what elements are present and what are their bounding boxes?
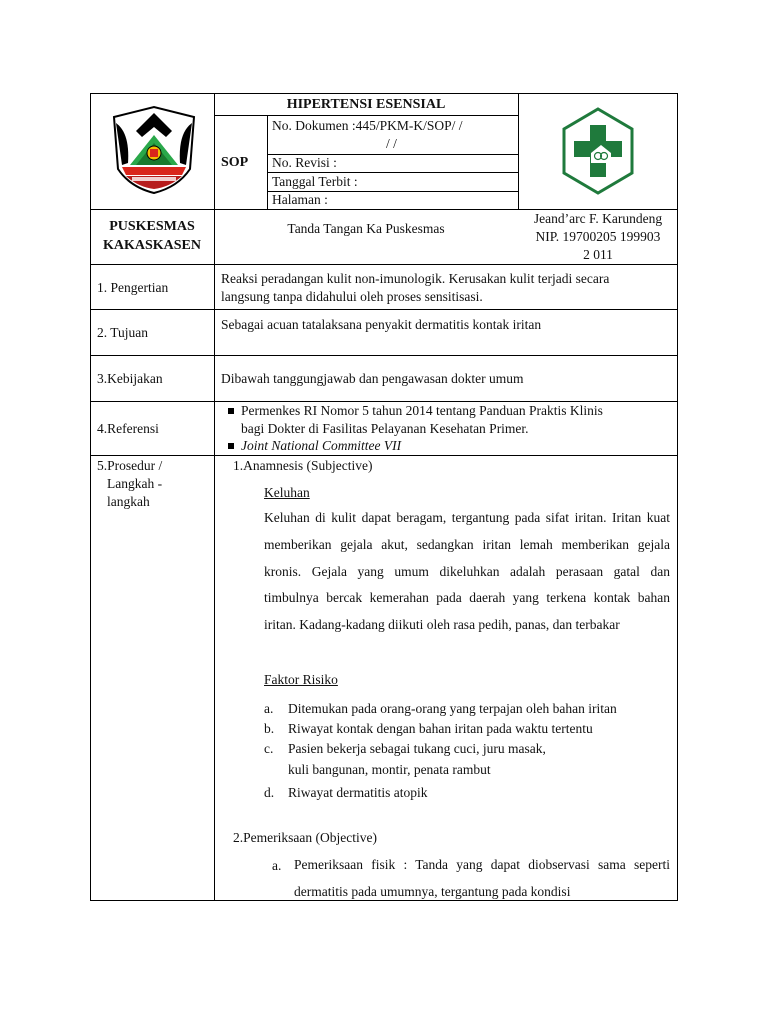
signer-nip-line2: 2 011	[583, 247, 613, 262]
prosedur-label-line1: 5.Prosedur /	[97, 458, 163, 473]
keluhan-title: Keluhan	[264, 485, 310, 500]
kebijakan-label: 3.Kebijakan	[97, 371, 163, 386]
list-marker: a.	[264, 701, 274, 716]
list-marker: c.	[264, 741, 274, 756]
faktor-risiko-item-c-line1: Pasien bekerja sebagai tukang cuci, juru masak,	[288, 741, 546, 756]
faktor-risiko-item-a: Ditemukan pada orang-orang yang terpajan oleh bahan iritan	[288, 701, 617, 716]
pengertian-label: 1. Pengertian	[97, 280, 169, 295]
faktor-risiko-item-b: Riwayat kontak dengan bahan iritan pada waktu tertentu	[288, 721, 593, 736]
referensi-item2: Joint National Committee VII	[241, 438, 402, 453]
referensi-label: 4.Referensi	[97, 421, 159, 436]
keluhan-text: Keluhan di kulit dapat beragam, tergantung pada sifat iritan. Iritan kuat memberikan gejala akut, sedangkan iritan lemah memberikan gejala kronis. Gejala yang umum dikeluhkan adalah perasaan gatal dan timbulnya bercak kemerahan pada daerah yang terkena kontak bahan iritan. Kadang-kadang diikuti oleh rasa pedih, panas, dan terbakar	[264, 510, 670, 633]
bullet-icon	[228, 408, 234, 414]
no-dokumen-line1: No. Dokumen :445/PKM-K/SOP/ /	[272, 118, 463, 133]
halaman: Halaman :	[272, 192, 328, 207]
faktor-risiko-item-d: Riwayat dermatitis atopik	[288, 785, 428, 800]
prosedur-label-line2: Langkah -	[107, 476, 163, 491]
referensi-item1-line2: bagi Dokter di Fasilitas Pelayanan Kesehatan Primer.	[241, 421, 529, 436]
pengertian-text-line2: langsung tanpa didahului oleh proses sensitisasi.	[221, 289, 483, 304]
sop-label: SOP	[221, 155, 249, 170]
pengertian-text-line1: Reaksi peradangan kulit non-imunologik. Kerusakan kulit terjadi secara	[221, 271, 610, 286]
tanggal-terbit: Tanggal Terbit :	[272, 174, 358, 189]
kebijakan-text: Dibawah tanggungjawab dan pengawasan dokter umum	[221, 371, 524, 386]
list-marker: d.	[264, 785, 275, 800]
signer-nip-line1: NIP. 19700205 199903	[535, 229, 661, 244]
pemeriksaan-fisik-text: Pemeriksaan fisik : Tanda yang dapat diobservasi sama seperti dermatitis pada umumnya, tergantung pada kondisi	[294, 857, 670, 899]
no-revisi: No. Revisi :	[272, 155, 337, 170]
document-title: HIPERTENSI ESENSIAL	[286, 97, 446, 112]
list-marker: a.	[272, 858, 282, 873]
pemeriksaan-title: 2.Pemeriksaan (Objective)	[233, 830, 377, 845]
bullet-icon	[228, 443, 234, 449]
signature-label: Tanda Tangan Ka Puskesmas	[287, 221, 445, 236]
referensi-item1-line1: Permenkes RI Nomor 5 tahun 2014 tentang Panduan Praktis Klinis	[241, 403, 603, 418]
faktor-risiko-title: Faktor Risiko	[264, 672, 338, 687]
faktor-risiko-item-c-line2: kuli bangunan, montir, penata rambut	[288, 762, 491, 777]
anamnesis-title: 1.Anamnesis (Subjective)	[233, 458, 373, 473]
tujuan-text: Sebagai acuan tatalaksana penyakit dermatitis kontak iritan	[221, 317, 542, 332]
prosedur-label-line3: langkah	[107, 494, 150, 509]
signer-name: Jeand’arc F. Karundeng	[533, 211, 663, 226]
org-name-line2: KAKASKASEN	[102, 238, 202, 253]
puskesmas-logo-icon	[561, 107, 635, 195]
org-name-line1: PUSKESMAS	[109, 219, 195, 234]
regional-government-emblem-icon	[106, 103, 202, 195]
no-dokumen-line2: / /	[386, 136, 397, 151]
tujuan-label: 2. Tujuan	[97, 325, 149, 340]
list-marker: b.	[264, 721, 275, 736]
